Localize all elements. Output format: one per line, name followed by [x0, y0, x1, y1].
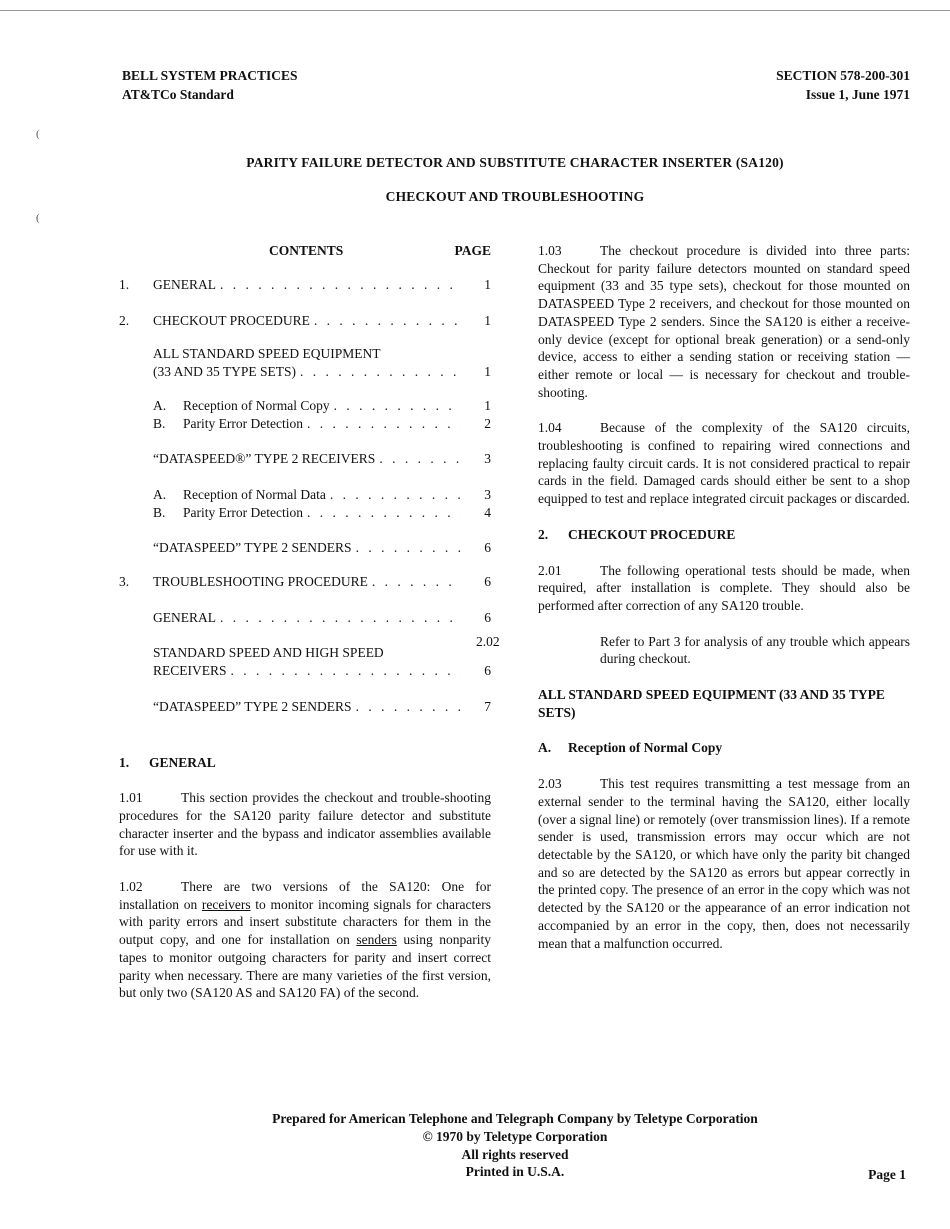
header-standard: AT&TCo Standard	[122, 87, 234, 102]
contents-heading: CONTENTS	[269, 243, 344, 258]
paragraph-2-01: 2.01 The following operational tests should be made, when required, after installation is complete. They should also be performed after correction of any SA120 trouble.	[538, 562, 910, 613]
header-issue: Issue 1, June 1971	[805, 87, 910, 102]
toc-entry: A. Reception of Normal Data . . . 3	[119, 486, 491, 504]
toc-entry: “DATASPEED” TYPE 2 SENDERS . . . 7	[119, 698, 491, 716]
toc-entry: A. Reception of Normal Copy . . . 1	[119, 397, 491, 415]
section-heading-general: 1. GENERAL	[119, 754, 216, 770]
header-right	[776, 66, 910, 104]
toc-entry: 3. TROUBLESHOOTING PROCEDURE . . . 6	[119, 573, 491, 591]
paragraph-1-03: 1.03 The checkout procedure is divided into three parts: Checkout for parity failure detectors mounted on standard speed equipment (33 and 35 type sets), checkout for those mounted on DATASPEED Type 2 receivers, and checkout for those mounted on DATASPEED Type 2 senders. Since the SA120 is either a receive-only device (except for optional break generation) or a send-only device, access to either a sending station or receiving station — either remote or local — is necessary for checkout and trouble-shooting.	[538, 243, 910, 400]
toc-entry-line: ALL STANDARD SPEED EQUIPMENT	[153, 346, 381, 362]
paragraph-2-02: 2.02 Refer to Part 3 for analysis of any trouble which appears during checkout.	[476, 633, 910, 667]
right-column	[476, 242, 910, 952]
page-heading: PAGE	[454, 243, 491, 258]
section-heading-checkout: 2. CHECKOUT PROCEDURE	[538, 526, 736, 542]
footer-prepared: Prepared for American Telephone and Telegraph Company by Teletype Corporation	[272, 1111, 758, 1126]
contents-header	[119, 242, 491, 260]
left-column	[119, 242, 491, 1002]
paragraph-1-02: 1.02 There are two versions of the SA120: One for installation on receivers to monitor incoming signals for characters with parity errors and insert substitute characters for them in the output copy, and one for installation on senders using nonparity tapes to monitor outgoing characters for parity and insert correct parity when necessary. There are many varieties of the first version, but only two (SA120 AS and SA120 FA) of the second.	[119, 879, 491, 1001]
toc-entry: “DATASPEED®” TYPE 2 RECEIVERS . . . 3	[119, 450, 491, 468]
footer-copyright: © 1970 by Teletype Corporation	[422, 1128, 608, 1144]
toc-entry: B. Parity Error Detection . . . 4	[119, 504, 491, 522]
section-heading-standard-speed: ALL STANDARD SPEED EQUIPMENT (33 AND 35 TYPE SETS)	[538, 687, 885, 720]
toc-entry: 2. CHECKOUT PROCEDURE . . . 1	[119, 312, 491, 330]
top-rule	[0, 10, 950, 11]
paragraph-2-03: 2.03 This test requires transmitting a test message from an external sender to the terminal having the SA120, either locally (over a signal line) or remotely (over transmission lines). If a remote sender is used, transmission errors may occur which are not detectable by the SA120, or which have only the parity bit changed and so are detected by the SA120 as errors but appear correctly in the printed copy. The presence of an error in the copy which was not detected by the SA120 or the appearance of an error indication not accompanied by an error in the copy, then, does not necessarily mean that a malfunction occurred.	[538, 776, 910, 951]
toc-entry: B. Parity Error Detection . . . 2	[119, 415, 491, 433]
header-bsp: BELL SYSTEM PRACTICES	[122, 68, 298, 83]
document-subtitle: CHECKOUT AND TROUBLESHOOTING	[385, 189, 645, 204]
header-left	[122, 66, 298, 104]
toc-entry: “DATASPEED” TYPE 2 SENDERS . . . 6	[119, 539, 491, 557]
footer	[0, 1110, 950, 1181]
margin-mark: (	[36, 212, 40, 224]
toc-entry: GENERAL . . . 6	[119, 609, 491, 627]
toc-entry: 1. GENERAL . . . 1	[119, 276, 491, 294]
toc-entry: RECEIVERS . . . 6	[119, 662, 491, 680]
header-section: SECTION 578-200-301	[776, 68, 910, 83]
paragraph-1-04: 1.04 Because of the complexity of the SA120 circuits, troubleshooting is confined to repairing wired connections and replacing faulty circuit cards. It is not considered practical to repair cards in the field. Damaged cards should either be sent to a shop equipped to test and replace integrated circuit packages or discarded.	[538, 420, 910, 507]
subsection-heading-reception: A. Reception of Normal Copy	[538, 740, 723, 756]
footer-rights: All rights reserved	[461, 1146, 569, 1162]
margin-mark: (	[36, 128, 40, 140]
paragraph-1-01: 1.01 This section provides the checkout and trouble-shooting procedures for the SA120 parity failure detector and substitute character inserter and the bypass and indicator assemblies available for use with it.	[119, 790, 491, 859]
footer-printed: Printed in U.S.A.	[465, 1164, 565, 1180]
page-number: Page 1	[868, 1167, 906, 1182]
toc-entry: (33 AND 35 TYPE SETS) . . . 1	[119, 363, 491, 381]
document-title: PARITY FAILURE DETECTOR AND SUBSTITUTE CHARACTER INSERTER (SA120)	[246, 155, 784, 170]
toc-entry-line: STANDARD SPEED AND HIGH SPEED	[153, 645, 384, 661]
